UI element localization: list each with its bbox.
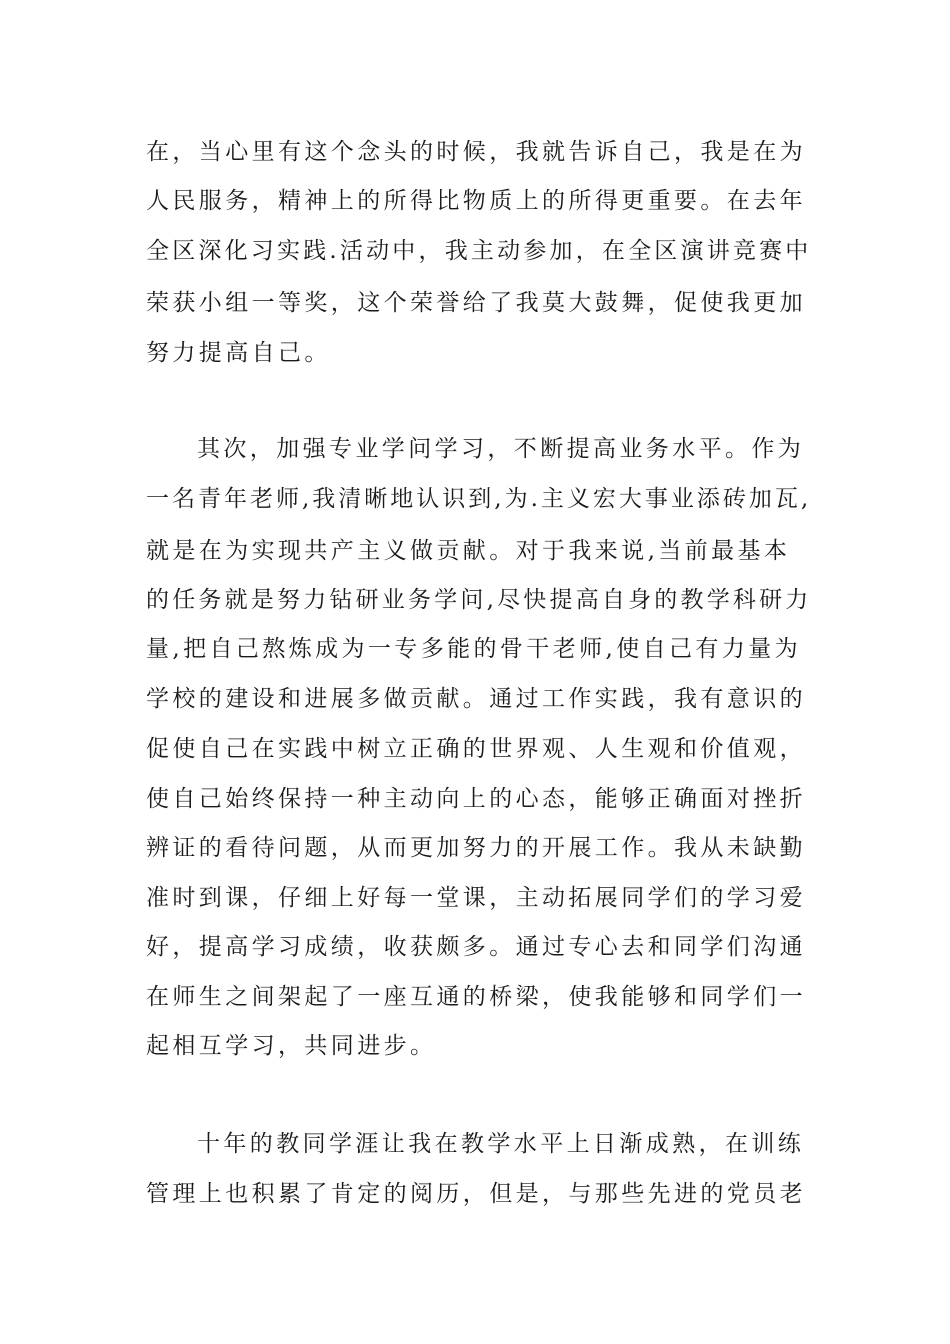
paragraph-2-line-1: 其次，加强专业学问学习，不断提高业务水平。作为 xyxy=(197,436,805,462)
paragraph-1-line-5: 努力提高自己。 xyxy=(146,340,331,366)
paragraph-2-line-6: 学校的建设和进展多做贡献。通过工作实践，我有意识的 xyxy=(146,686,806,712)
paragraph-3-line-2: 管理上也积累了肯定的阅历，但是，与那些先进的党员老 xyxy=(146,1181,806,1207)
paragraph-3-line-1: 十年的教同学涯让我在教学水平上日渐成熟，在训练 xyxy=(197,1131,805,1157)
paragraph-2-line-3: 就是在为实现共产主义做贡献。对于我来说,当前最基本 xyxy=(146,538,791,564)
paragraph-2-line-12: 在师生之间架起了一座互通的桥梁，使我能够和同学们一 xyxy=(146,984,806,1010)
paragraph-1-line-4: 荣获小组一等奖，这个荣誉给了我莫大鼓舞，促使我更加 xyxy=(146,290,806,316)
paragraph-2-line-11: 好，提高学习成绩，收获颇多。通过专心去和同学们沟通 xyxy=(146,934,806,960)
paragraph-1-line-2: 人民服务，精神上的所得比物质上的所得更重要。在去年 xyxy=(146,188,806,214)
paragraph-2-line-9: 辨证的看待问题，从而更加努力的开展工作。我从未缺勤 xyxy=(146,835,806,861)
paragraph-2-line-13: 起相互学习，共同进步。 xyxy=(146,1033,437,1059)
paragraph-1-line-1: 在，当心里有这个念头的时候，我就告诉自己，我是在为 xyxy=(146,139,806,165)
paragraph-2-line-4: 的任务就是努力钻研业务学问,尽快提高自身的教学科研力 xyxy=(146,587,812,613)
paragraph-2-line-7: 促使自己在实践中树立正确的世界观、人生观和价值观， xyxy=(146,736,806,762)
paragraph-2-line-5: 量,把自己熬炼成为一专多能的骨干老师,使自己有力量为 xyxy=(146,636,802,662)
paragraph-2-line-8: 使自己始终保持一种主动向上的心态，能够正确面对挫折 xyxy=(146,786,806,812)
paragraph-2-line-10: 准时到课，仔细上好每一堂课，主动拓展同学们的学习爱 xyxy=(146,885,806,911)
paragraph-1-line-3: 全区深化习实践.活动中，我主动参加，在全区演讲竞赛中 xyxy=(146,238,812,264)
paragraph-2-line-2: 一名青年老师,我清晰地认识到,为.主义宏大事业添砖加瓦, xyxy=(146,486,812,512)
